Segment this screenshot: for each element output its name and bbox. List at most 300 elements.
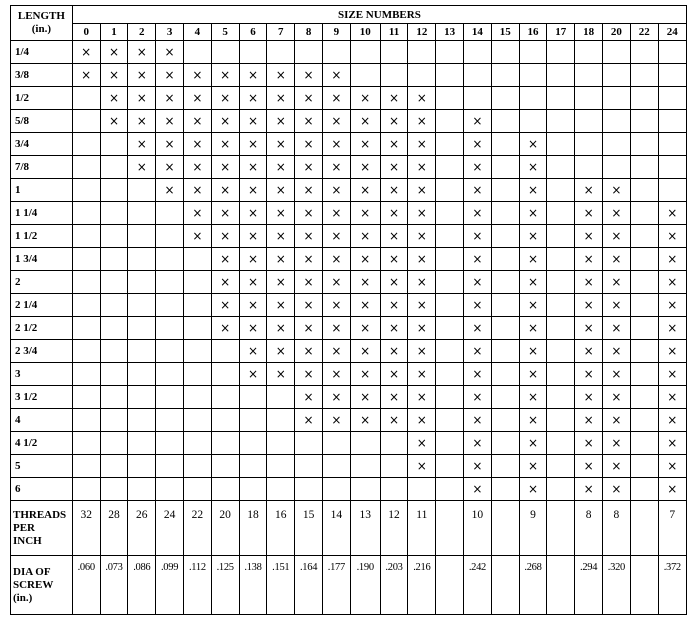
empty-cell [128,432,156,455]
availability-mark: × [380,248,408,271]
availability-mark: × [211,64,239,87]
availability-mark: × [575,248,603,271]
table-row [11,317,687,340]
empty-cell [183,409,211,432]
empty-cell [72,432,100,455]
empty-cell [547,340,575,363]
empty-cell [630,41,658,64]
threads-per-inch-value: 8 [575,501,603,556]
empty-cell [183,340,211,363]
length-cell: 1 1/2 [11,225,73,248]
availability-mark: × [464,363,492,386]
availability-mark: × [408,110,436,133]
empty-cell [183,455,211,478]
empty-cell [630,248,658,271]
screw-diameter-value: .268 [519,556,547,615]
availability-mark: × [658,294,686,317]
empty-cell [72,409,100,432]
screw-diameter-value: .112 [183,556,211,615]
empty-cell [380,432,408,455]
size-header-8: 8 [295,24,323,41]
availability-mark: × [322,248,350,271]
availability-mark: × [322,271,350,294]
availability-mark: × [380,294,408,317]
empty-cell [491,133,519,156]
header-row [11,6,687,24]
empty-cell [547,317,575,340]
availability-mark: × [575,478,603,501]
empty-cell [322,455,350,478]
empty-cell [491,110,519,133]
availability-mark: × [464,248,492,271]
screw-diameter-value: .242 [464,556,492,615]
availability-mark: × [350,271,380,294]
empty-cell [436,478,464,501]
empty-cell [547,179,575,202]
screw-diameter-value: .203 [380,556,408,615]
empty-cell [72,225,100,248]
empty-cell [267,432,295,455]
availability-mark: × [239,340,267,363]
availability-mark: × [603,294,631,317]
availability-mark: × [519,271,547,294]
empty-cell [408,41,436,64]
availability-mark: × [183,64,211,87]
empty-cell [128,409,156,432]
length-cell: 1 1/4 [11,202,73,225]
availability-mark: × [295,133,323,156]
empty-cell [630,363,658,386]
availability-mark: × [408,225,436,248]
empty-cell [156,432,184,455]
availability-mark: × [380,202,408,225]
availability-mark: × [408,133,436,156]
length-cell: 2 [11,271,73,294]
length-cell: 3/8 [11,64,73,87]
empty-cell [72,133,100,156]
size-header-20: 20 [603,24,631,41]
availability-mark: × [408,386,436,409]
availability-mark: × [519,156,547,179]
empty-cell [519,87,547,110]
availability-mark: × [322,64,350,87]
table-row [11,64,687,87]
screw-diameter-value [547,556,575,615]
table-row [11,133,687,156]
availability-mark: × [267,248,295,271]
availability-mark: × [575,386,603,409]
empty-cell [183,248,211,271]
empty-cell [72,363,100,386]
threads-per-inch-value: 32 [72,501,100,556]
availability-mark: × [464,294,492,317]
size-header-18: 18 [575,24,603,41]
empty-cell [100,455,128,478]
empty-cell [436,248,464,271]
empty-cell [211,340,239,363]
availability-mark: × [322,225,350,248]
empty-cell [100,179,128,202]
empty-cell [603,156,631,179]
empty-cell [211,363,239,386]
screw-diameter-value: .125 [211,556,239,615]
empty-cell [211,386,239,409]
availability-mark: × [156,87,184,110]
availability-mark: × [295,363,323,386]
availability-mark: × [408,317,436,340]
empty-cell [100,156,128,179]
threads-per-inch-value: 26 [128,501,156,556]
availability-mark: × [239,317,267,340]
screw-diameter-value: .151 [267,556,295,615]
availability-mark: × [350,133,380,156]
empty-cell [72,340,100,363]
availability-mark: × [519,432,547,455]
empty-cell [72,156,100,179]
availability-mark: × [380,87,408,110]
availability-mark: × [464,432,492,455]
empty-cell [156,478,184,501]
availability-mark: × [603,248,631,271]
empty-cell [575,87,603,110]
availability-mark: × [408,340,436,363]
availability-mark: × [464,156,492,179]
availability-mark: × [211,110,239,133]
availability-mark: × [239,225,267,248]
availability-mark: × [183,133,211,156]
availability-mark: × [267,225,295,248]
availability-mark: × [267,87,295,110]
threads-per-inch-value: 8 [603,501,631,556]
availability-mark: × [295,64,323,87]
availability-mark: × [464,478,492,501]
threads-per-inch-value [491,501,519,556]
availability-mark: × [295,248,323,271]
availability-mark: × [575,271,603,294]
availability-mark: × [350,156,380,179]
screw-size-table [10,5,687,615]
availability-mark: × [295,156,323,179]
availability-mark: × [239,202,267,225]
availability-mark: × [658,455,686,478]
empty-cell [630,317,658,340]
availability-mark: × [603,455,631,478]
empty-cell [630,202,658,225]
empty-cell [436,41,464,64]
empty-cell [128,386,156,409]
screw-diameter-value: .320 [603,556,631,615]
availability-mark: × [239,156,267,179]
empty-cell [183,317,211,340]
screw-diameter-value: .073 [100,556,128,615]
table-row [11,409,687,432]
empty-cell [239,432,267,455]
size-header-7: 7 [267,24,295,41]
availability-mark: × [267,271,295,294]
empty-cell [156,271,184,294]
empty-cell [322,478,350,501]
empty-cell [603,87,631,110]
empty-cell [658,156,686,179]
availability-mark: × [380,133,408,156]
empty-cell [408,478,436,501]
availability-mark: × [322,409,350,432]
availability-mark: × [322,179,350,202]
availability-mark: × [322,110,350,133]
empty-cell [436,363,464,386]
empty-cell [630,225,658,248]
availability-mark: × [603,317,631,340]
size-header-9: 9 [322,24,350,41]
screw-diameter-label-line: SCREW [13,578,54,591]
length-cell: 4 1/2 [11,432,73,455]
empty-cell [658,179,686,202]
availability-mark: × [519,225,547,248]
size-header-1: 1 [100,24,128,41]
availability-mark: × [128,64,156,87]
screw-diameter-value: .086 [128,556,156,615]
availability-mark: × [464,271,492,294]
empty-cell [267,409,295,432]
empty-cell [350,41,380,64]
empty-cell [100,340,128,363]
availability-mark: × [322,363,350,386]
empty-cell [519,64,547,87]
empty-cell [100,133,128,156]
empty-cell [128,455,156,478]
empty-cell [72,110,100,133]
availability-mark: × [239,248,267,271]
empty-cell [128,478,156,501]
availability-mark: × [295,271,323,294]
availability-mark: × [408,179,436,202]
empty-cell [156,317,184,340]
threads-per-inch-label-line: PER [13,521,35,534]
size-header-12: 12 [408,24,436,41]
empty-cell [436,386,464,409]
availability-mark: × [183,87,211,110]
empty-cell [547,455,575,478]
availability-mark: × [380,386,408,409]
empty-cell [658,41,686,64]
empty-cell [239,386,267,409]
availability-mark: × [267,317,295,340]
empty-cell [547,478,575,501]
empty-cell [156,409,184,432]
threads-per-inch-value: 7 [658,501,686,556]
table-row [11,340,687,363]
availability-mark: × [350,386,380,409]
empty-cell [183,271,211,294]
availability-mark: × [408,202,436,225]
empty-cell [72,179,100,202]
availability-mark: × [658,271,686,294]
empty-cell [100,271,128,294]
availability-mark: × [239,179,267,202]
length-cell: 5/8 [11,110,73,133]
empty-cell [575,64,603,87]
threads-per-inch-value: 13 [350,501,380,556]
empty-cell [436,110,464,133]
empty-cell [72,202,100,225]
empty-cell [575,156,603,179]
empty-cell [156,294,184,317]
availability-mark: × [156,41,184,64]
empty-cell [72,271,100,294]
availability-mark: × [603,478,631,501]
availability-mark: × [211,317,239,340]
empty-cell [630,179,658,202]
availability-mark: × [183,202,211,225]
empty-cell [491,317,519,340]
empty-cell [100,294,128,317]
table-row [11,386,687,409]
empty-cell [575,41,603,64]
availability-mark: × [239,294,267,317]
screw-diameter-value: .294 [575,556,603,615]
empty-cell [491,340,519,363]
availability-mark: × [575,363,603,386]
empty-cell [575,110,603,133]
availability-mark: × [350,179,380,202]
availability-mark: × [239,363,267,386]
availability-mark: × [322,156,350,179]
empty-cell [603,110,631,133]
availability-mark: × [350,317,380,340]
size-header-17: 17 [547,24,575,41]
screw-diameter-value: .099 [156,556,184,615]
empty-cell [267,41,295,64]
empty-cell [547,271,575,294]
table-row [11,110,687,133]
empty-cell [183,478,211,501]
length-cell: 1 [11,179,73,202]
empty-cell [183,41,211,64]
empty-cell [436,432,464,455]
availability-mark: × [211,179,239,202]
empty-cell [491,294,519,317]
availability-mark: × [322,340,350,363]
empty-cell [547,87,575,110]
availability-mark: × [267,64,295,87]
availability-mark: × [72,64,100,87]
empty-cell [128,179,156,202]
availability-mark: × [267,110,295,133]
empty-cell [491,432,519,455]
availability-mark: × [350,110,380,133]
availability-mark: × [575,294,603,317]
size-header-5: 5 [211,24,239,41]
screw-diameter-value: .177 [322,556,350,615]
availability-mark: × [519,248,547,271]
availability-mark: × [658,386,686,409]
availability-mark: × [575,317,603,340]
empty-cell [128,248,156,271]
availability-mark: × [128,110,156,133]
availability-mark: × [350,363,380,386]
availability-mark: × [464,386,492,409]
empty-cell [267,455,295,478]
availability-mark: × [408,87,436,110]
empty-cell [436,271,464,294]
empty-cell [156,225,184,248]
availability-mark: × [519,455,547,478]
length-cell: 4 [11,409,73,432]
availability-mark: × [295,386,323,409]
empty-cell [547,41,575,64]
size-numbers-row [11,24,687,41]
empty-cell [630,455,658,478]
length-cell: 2 3/4 [11,340,73,363]
empty-cell [436,87,464,110]
empty-cell [630,432,658,455]
empty-cell [547,432,575,455]
availability-mark: × [350,225,380,248]
empty-cell [491,202,519,225]
availability-mark: × [519,179,547,202]
availability-mark: × [603,386,631,409]
table-row [11,478,687,501]
threads-per-inch-value [436,501,464,556]
availability-mark: × [519,340,547,363]
empty-cell [630,156,658,179]
empty-cell [464,41,492,64]
table-row [11,455,687,478]
empty-cell [211,455,239,478]
length-cell: 5 [11,455,73,478]
availability-mark: × [603,271,631,294]
availability-mark: × [211,294,239,317]
empty-cell [380,41,408,64]
empty-cell [100,225,128,248]
empty-cell [491,248,519,271]
empty-cell [630,87,658,110]
availability-mark: × [575,455,603,478]
availability-mark: × [100,41,128,64]
availability-mark: × [380,271,408,294]
availability-mark: × [295,179,323,202]
availability-mark: × [72,41,100,64]
table-row [11,156,687,179]
size-header-16: 16 [519,24,547,41]
length-cell: 1/2 [11,87,73,110]
availability-mark: × [464,133,492,156]
availability-mark: × [408,409,436,432]
availability-mark: × [519,363,547,386]
empty-cell [491,87,519,110]
empty-cell [211,409,239,432]
availability-mark: × [322,317,350,340]
empty-cell [72,317,100,340]
empty-cell [295,455,323,478]
availability-mark: × [183,225,211,248]
availability-mark: × [408,294,436,317]
availability-mark: × [464,179,492,202]
availability-mark: × [239,87,267,110]
availability-mark: × [350,87,380,110]
empty-cell [658,133,686,156]
availability-mark: × [100,87,128,110]
size-header-11: 11 [380,24,408,41]
availability-mark: × [128,133,156,156]
availability-mark: × [658,340,686,363]
empty-cell [630,294,658,317]
empty-cell [658,64,686,87]
size-header-4: 4 [183,24,211,41]
empty-cell [575,133,603,156]
empty-cell [436,409,464,432]
availability-mark: × [100,110,128,133]
